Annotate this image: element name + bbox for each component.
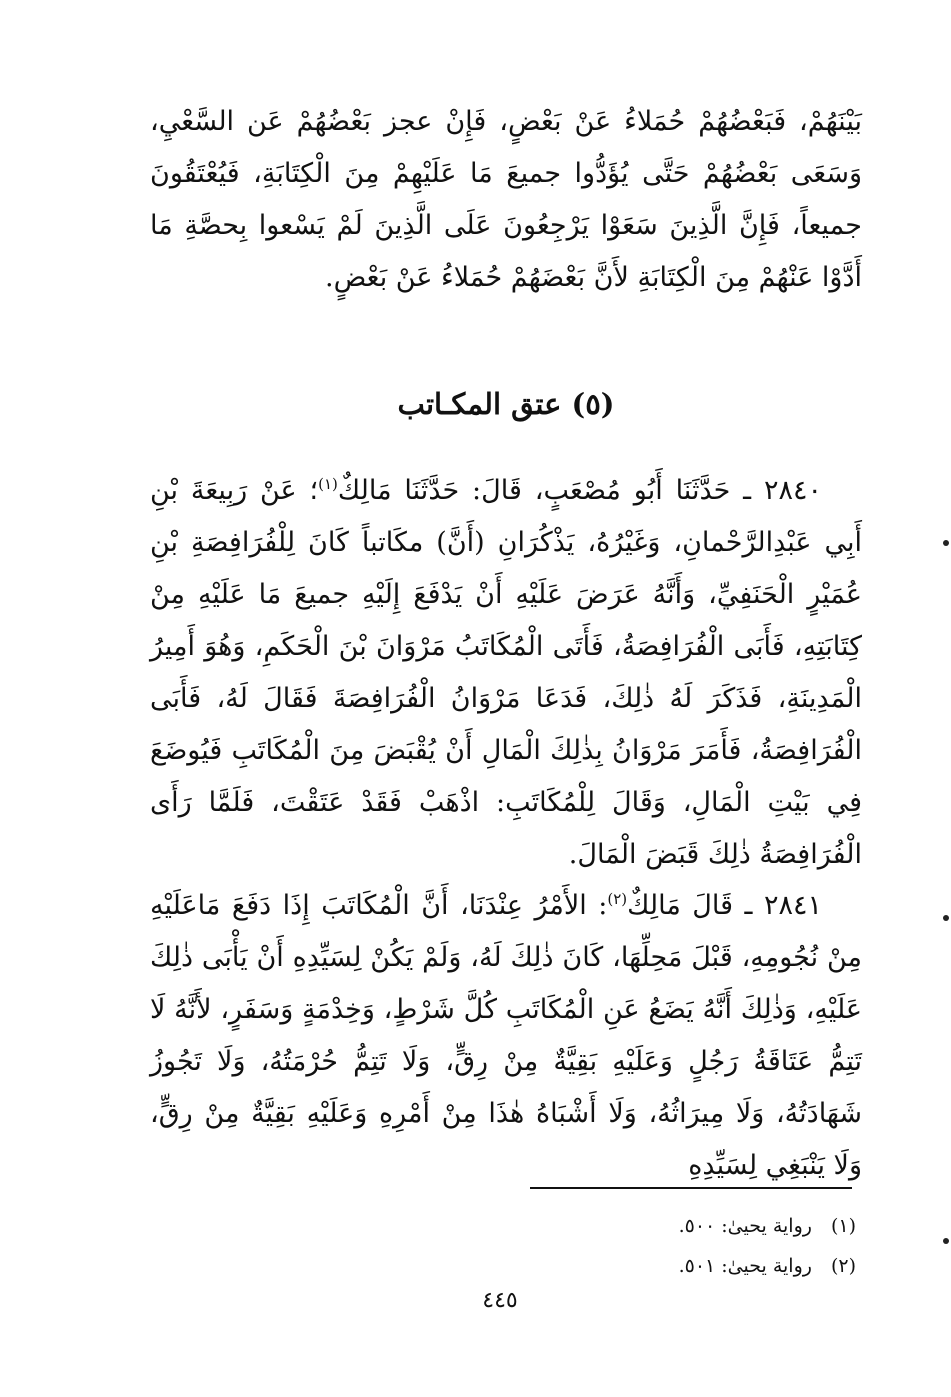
scan-dot [943, 540, 949, 546]
continued-paragraph: بَيْنَهُمْ، فَبَعْضُهُمْ حُمَلاءُ عَنْ بَعْضٍ، فَإِنْ عجز بَعْضُهُمْ عَن السَّعْيِ، وَسَعَى بَعْضُهُمْ حَتَّى يُؤَدُّوا جميعَ مَا عَلَيْهِمْ مِنَ الْكِتَابَةِ، فَيُعْتَقُونَ جميعاً، فَإِنَّ الَّذِينَ سَعَوْا يَرْجِعُونَ عَلَى الَّذِينَ لَمْ يَسْعوا بِحصَّةِ مَا أَدَّوْا عَنْهُمْ مِنَ الْكِتَابَةِ لأَنَّ بَعْضَهُمْ حُمَلاءُ عَنْ بَعْضٍ. [150, 106, 862, 293]
scan-dot [943, 915, 949, 921]
footnotes [400, 1206, 856, 1286]
footnote-reference[interactable]: (١) [318, 475, 338, 493]
footnote-reference[interactable]: (٢) [607, 890, 628, 908]
section-heading: (٥) عتق المكـاتب [397, 387, 615, 421]
paragraph-text-rest: : الأَمْرُ عِنْدَنَا، أَنَّ الْمُكَاتَبَ إِذَا دَفَعَ مَاعَلَيْهِ مِنْ نُجُومِهِ، قَبْلَ مَحِلِّهَا، كَانَ ذٰلِكَ لَهُ، وَلَمْ يَكُنْ لِسَيِّدِهِ أَنْ يَأْبَى ذٰلِكَ عَلَيْهِ، وَذٰلِكَ أَنَّهُ يَضَعُ عَنِ الْمُكَاتَبِ كُلَّ شَرْطٍ، وَخِدْمَةٍ وَسَفَرٍ، لأَنَّهُ لَا تَتِمُّ عَتَاقَةُ رَجُلٍ وَعَلَيْهِ بَقِيَّةٌ مِنْ رِقٍّ، وَلَا تَتِمُّ حُرْمَتُهُ، وَلَا تَجُوزُ شَهَادَتُهُ، وَلَا مِيرَاثُهُ، وَلَا أَشْبَاهُ هٰذَا مِنْ أَمْرِهِ وَعَلَيْهِ بَقِيَّةٌ مِنْ رِقٍّ، وَلَا يَنْبَغِي لِسَيِّدِهِ [150, 890, 862, 1181]
paragraph-text-start: ـ قَالَ مَالِكٌ [627, 890, 753, 921]
footnote-item [400, 1206, 856, 1246]
scan-dot [943, 1238, 949, 1244]
hadith-number: ٢٨٤٠ [763, 475, 822, 506]
paragraph-2841 [150, 880, 862, 1192]
footnote-divider [530, 1187, 852, 1189]
footnote-text: رواية يحيىٰ: ٥٠٠. [678, 1215, 812, 1237]
footnote-text: رواية يحيىٰ: ٥٠١. [678, 1255, 812, 1277]
paragraph-2840 [150, 465, 862, 881]
page-number: ٤٤٥ [482, 1288, 518, 1313]
hadith-number: ٢٨٤١ [763, 890, 822, 921]
footnote-number: (١) [830, 1215, 856, 1237]
footnote-item [400, 1246, 856, 1286]
paragraph-text-start: ـ حَدَّثَنَا أَبُو مُصْعَبٍ، قَالَ: حَدَّثَنَا مَالِكٌ [337, 475, 752, 506]
footnote-number: (٢) [830, 1255, 856, 1277]
paragraph-text-rest: ؛ عَنْ رَبِيعَةَ بْنِ أَبِي عَبْدِالرَّحْمانِ، وَغَيْرُهُ، يَذْكُرَانِ (أَنَّ) مكَاتباً كَانَ لِلْفُرَافِصَةِ بْنِ عُمَيْرٍ الْحَنَفِيِّ، وَأَنَّهُ عَرَضَ عَلَيْهِ أَنْ يَدْفَعَ إِلَيْهِ جميعَ مَا عَلَيْهِ مِنْ كِتَابَتِهِ، فَأَبَى الْفُرَافِصَةُ، فَأَتَى الْمُكَاتَبُ مَرْوَانَ بْنَ الْحَكَمِ، وَهُوَ أَمِيرُ الْمَدِينَةِ، فَذَكَرَ لَهُ ذٰلِكَ، فَدَعَا مَرْوَانُ الْفُرَافِصَةَ فَقَالَ لَهُ، فَأَبَى الْفُرَافِصَةُ، فَأَمَرَ مَرْوَانُ بِذٰلِكَ الْمَالِ أَنْ يُقْبَضَ مِنَ الْمُكَاتَبِ فَيُوضَعَ فِي بَيْتِ الْمَالِ، وَقَالَ لِلْمُكَاتَبِ: اذْهَبْ فَقَدْ عَتَقْتَ، فَلَمَّا رَأَى الْفُرَافِصَةُ ذٰلِكَ قَبَضَ الْمَالَ. [150, 475, 862, 870]
